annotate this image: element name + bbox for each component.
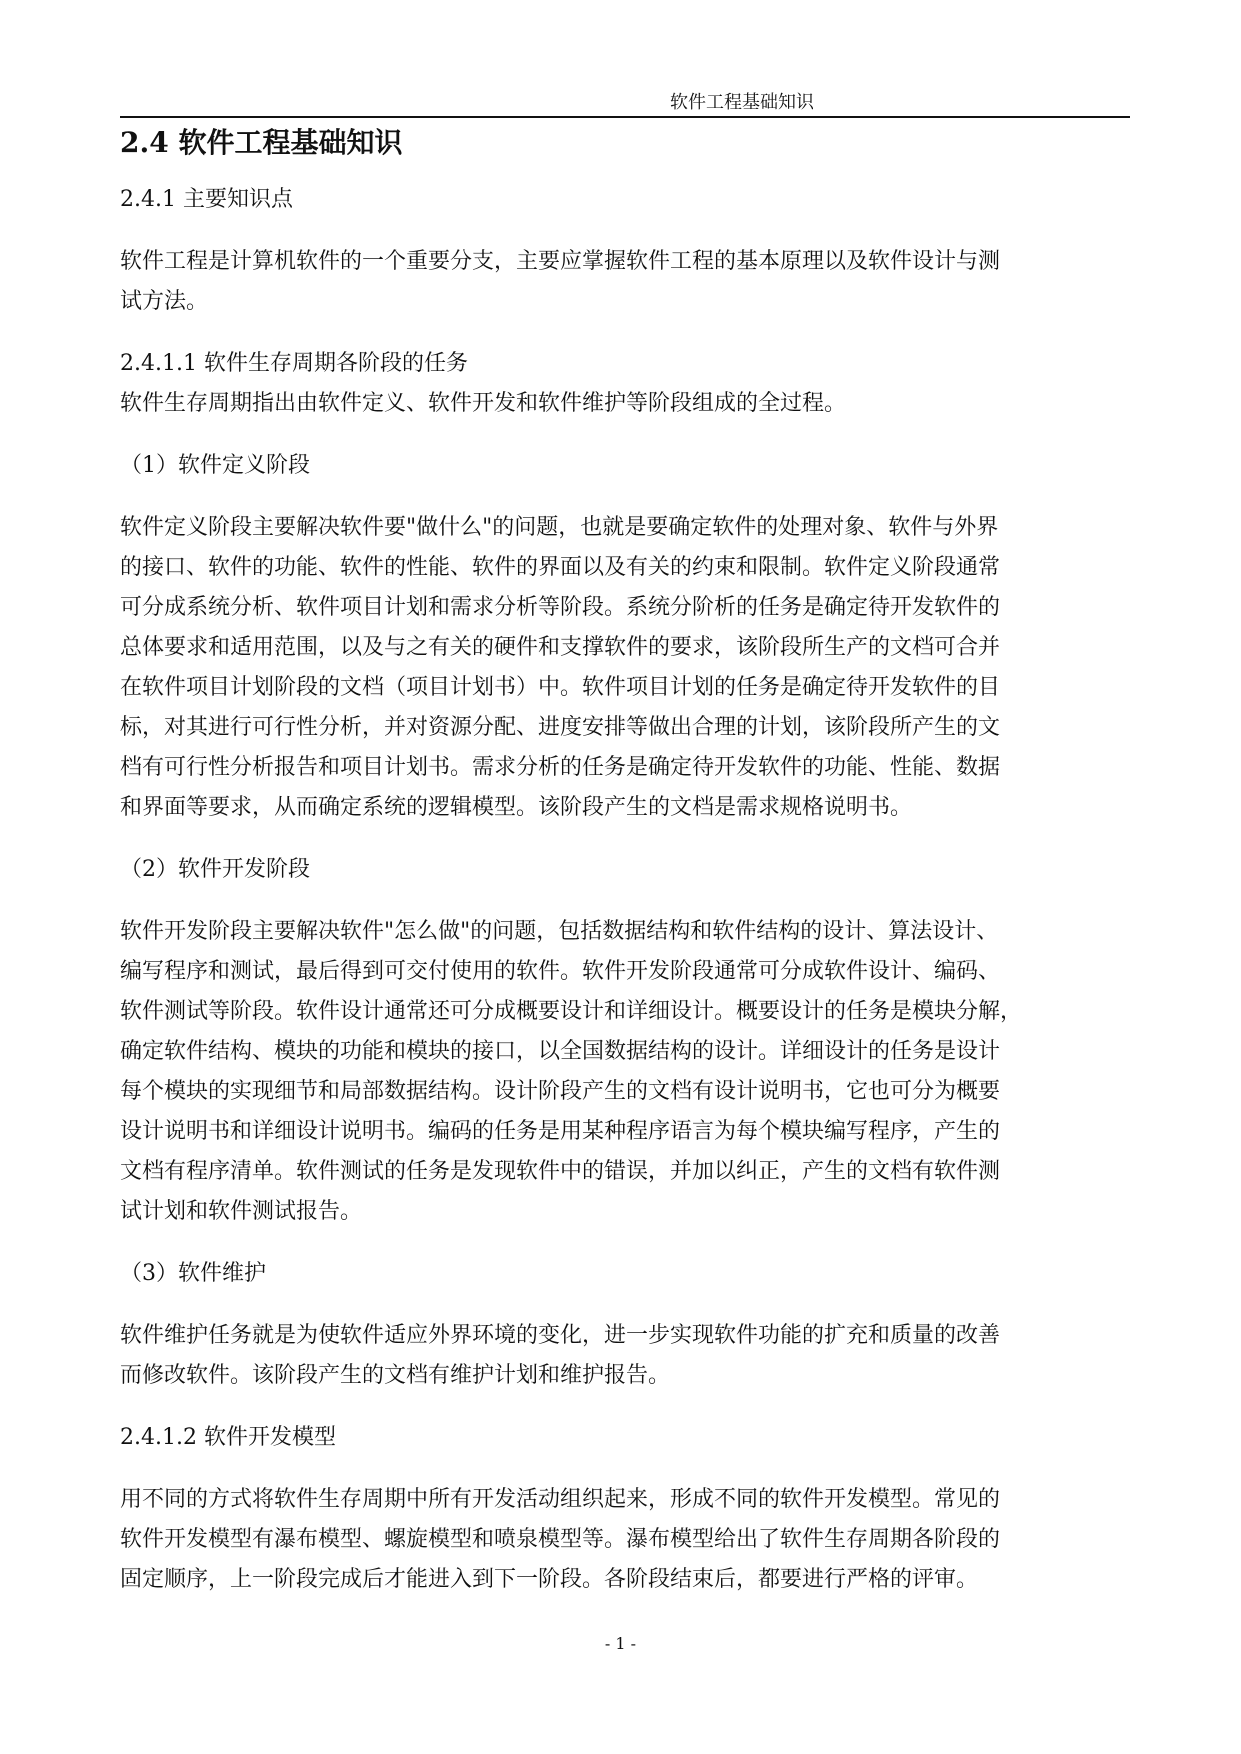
paragraph-line: 可分成系统分析、软件项目计划和需求分析等阶段。系统分阶析的任务是确定待开发软件的: [120, 595, 1001, 620]
paragraph-line: 设计说明书和详细设计说明书。编码的任务是用某种程序语言为每个模块编写程序，产生的: [120, 1119, 1001, 1144]
section-title: 2.4 软件工程基础知识: [120, 126, 403, 159]
paragraph-line: 软件测试等阶段。软件设计通常还可分成概要设计和详细设计。概要设计的任务是模块分解，: [120, 999, 1023, 1024]
paragraph-line: 在软件项目计划阶段的文档（项目计划书）中。软件项目计划的任务是确定待开发软件的目: [120, 675, 1001, 700]
phase-2-paragraph: [120, 912, 1130, 1232]
paragraph-line: 和界面等要求，从而确定系统的逻辑模型。该阶段产生的文档是需求规格说明书。: [120, 795, 913, 820]
paragraph-line: 用不同的方式将软件生存周期中所有开发活动组织起来，形成不同的软件开发模型。常见的: [120, 1487, 1001, 1512]
phase-1-paragraph: [120, 508, 1130, 828]
page-content: [120, 118, 1130, 1600]
paragraph-line: 档有可行性分析报告和项目计划书。需求分析的任务是确定待开发软件的功能、性能、数据: [120, 755, 1001, 780]
phase-3-title: （3）软件维护: [120, 1261, 266, 1286]
paragraph-line: 试计划和软件测试报告。: [120, 1199, 363, 1224]
paragraph-line: 软件开发阶段主要解决软件"怎么做"的问题，包括数据结构和软件结构的设计、算法设计、: [120, 919, 999, 944]
paragraph-line: 而修改软件。该阶段产生的文档有维护计划和维护报告。: [120, 1363, 671, 1388]
paragraph-line: 文档有程序清单。软件测试的任务是发现软件中的错误，并加以纠正，产生的文档有软件测: [120, 1159, 1001, 1184]
paragraph-line: 软件开发模型有瀑布模型、螺旋模型和喷泉模型等。瀑布模型给出了软件生存周期各阶段的: [120, 1527, 1001, 1552]
paragraph-line: 软件生存周期指出由软件定义、软件开发和软件维护等阶段组成的全过程。: [120, 391, 847, 416]
paragraph-line: 总体要求和适用范围，以及与之有关的硬件和支撑软件的要求，该阶段所生产的文档可合并: [120, 635, 1001, 660]
running-header: [120, 84, 1130, 118]
phase-3-paragraph: [120, 1316, 1130, 1396]
paragraph-line: 软件工程是计算机软件的一个重要分支，主要应掌握软件工程的基本原理以及软件设计与测: [120, 249, 1001, 274]
subheading-2-4-1: 2.4.1 主要知识点: [120, 187, 293, 212]
paragraph-line: 每个模块的实现细节和局部数据结构。设计阶段产生的文档有设计说明书，它也可分为概要: [120, 1079, 1001, 1104]
lifecycle-description: [120, 384, 1130, 424]
phase-1-title: （1）软件定义阶段: [120, 453, 310, 478]
running-header-title: 软件工程基础知识: [670, 92, 814, 113]
paragraph-line: 编写程序和测试，最后得到可交付使用的软件。软件开发阶段通常可分成软件设计、编码、: [120, 959, 1001, 984]
paragraph-line: 固定顺序，上一阶段完成后才能进入到下一阶段。各阶段结束后，都要进行严格的评审。: [120, 1567, 979, 1592]
intro-paragraph: [120, 242, 1130, 322]
paragraph-line: 的接口、软件的功能、软件的性能、软件的界面以及有关的约束和限制。软件定义阶段通常: [120, 555, 1001, 580]
page-number: - 1 -: [604, 1634, 637, 1653]
paragraph-line: 试方法。: [120, 289, 209, 314]
paragraph-line: 标，对其进行可行性分析，并对资源分配、进度安排等做出合理的计划，该阶段所产生的文: [120, 715, 1001, 740]
paragraph-line: 软件定义阶段主要解决软件要"做什么"的问题，也就是要确定软件的处理对象、软件与外界: [120, 515, 999, 540]
subheading-2-4-1-1: 2.4.1.1 软件生存周期各阶段的任务: [120, 351, 468, 376]
models-paragraph: [120, 1480, 1130, 1600]
paragraph-line: 确定软件结构、模块的功能和模块的接口，以全国数据结构的设计。详细设计的任务是设计: [120, 1039, 1001, 1064]
paragraph-line: 软件维护任务就是为使软件适应外界环境的变化，进一步实现软件功能的扩充和质量的改善: [120, 1323, 1001, 1348]
phase-2-title: （2）软件开发阶段: [120, 857, 310, 882]
subheading-2-4-1-2: 2.4.1.2 软件开发模型: [120, 1425, 336, 1450]
